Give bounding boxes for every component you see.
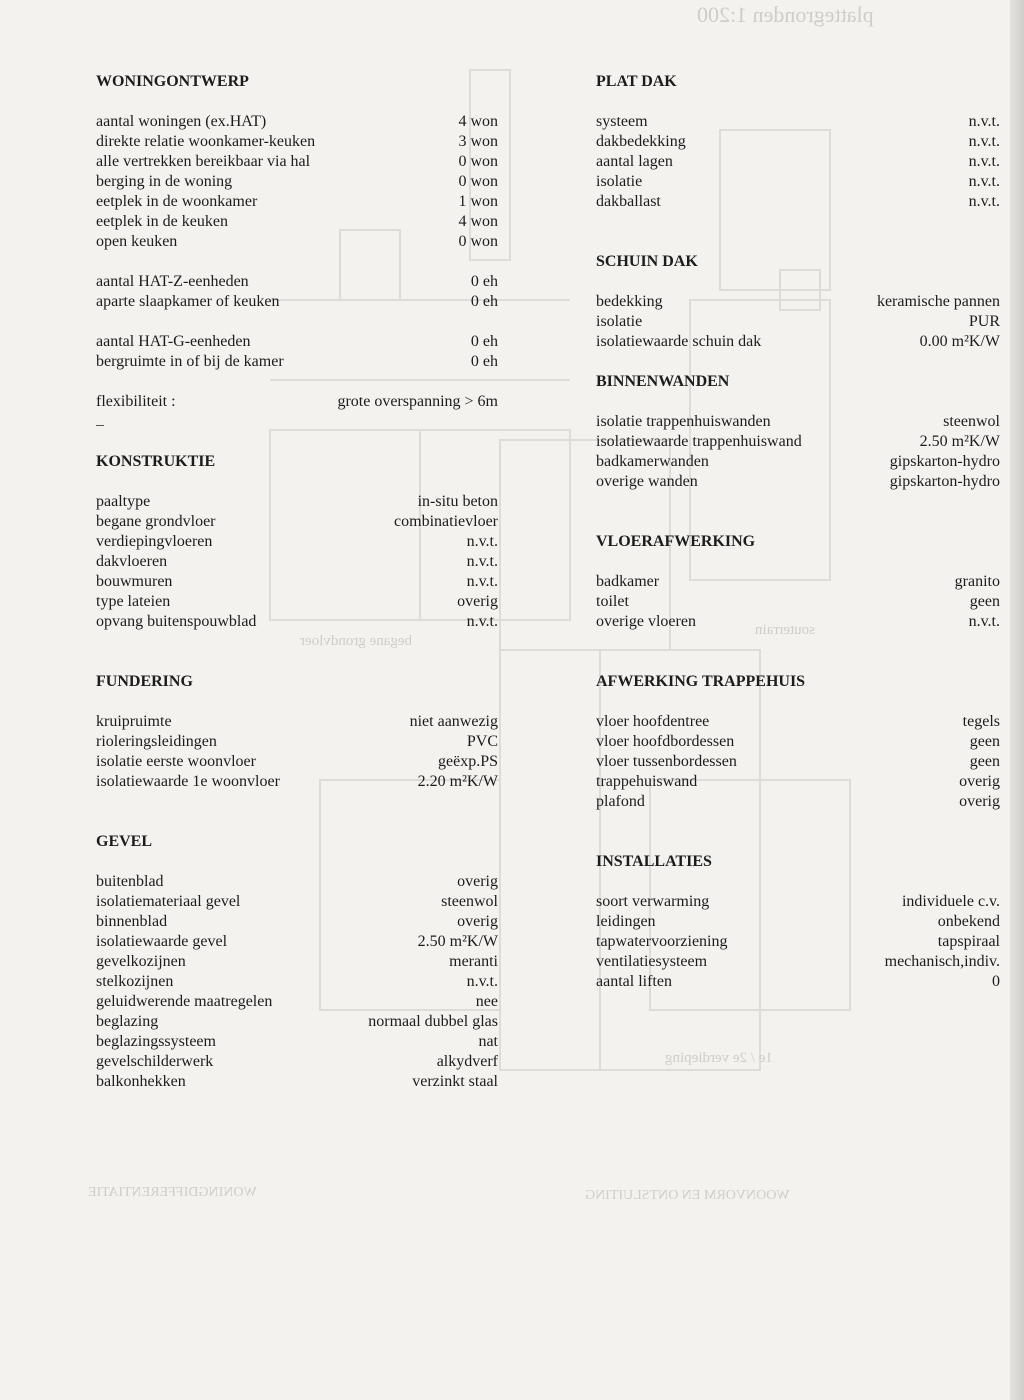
spec-label: plafond <box>596 793 645 810</box>
spec-label: balkonhekken <box>96 1073 186 1090</box>
spec-row <box>96 1052 498 1072</box>
spec-value: 3 won <box>458 133 498 150</box>
spec-row <box>96 932 498 952</box>
spec-row <box>96 232 498 252</box>
spec-value: keramische pannen <box>876 293 1000 310</box>
section-title-installaties: INSTALLATIES <box>596 853 712 870</box>
section-title-gevel: GEVEL <box>96 833 153 850</box>
spec-value: overig <box>959 773 1000 790</box>
spec-value: 0 <box>992 973 1000 990</box>
spec-row <box>596 752 1000 772</box>
ghost-label-verdieping: 1e / 2e verdieping <box>665 1050 773 1066</box>
spec-label: rioleringsleidingen <box>96 733 217 750</box>
spec-row <box>596 292 1000 312</box>
spec-value: combinatievloer <box>394 513 498 530</box>
spec-value: PVC <box>466 733 498 750</box>
spec-row <box>96 332 498 352</box>
spec-label: type lateien <box>96 593 171 610</box>
spec-value: 0.00 m²K/W <box>919 333 1000 350</box>
flexibility-value: grote overspanning > 6m <box>337 393 498 410</box>
section-plat-dak <box>596 72 1000 252</box>
spec-row <box>96 952 498 972</box>
section-konstruktie <box>96 452 498 672</box>
spec-value: in-situ beton <box>417 493 498 510</box>
spec-row <box>96 912 498 932</box>
spec-label: kruipruimte <box>96 713 172 730</box>
spec-value: individuele c.v. <box>901 893 1000 910</box>
spec-label: bergruimte in of bij de kamer <box>96 353 284 370</box>
spec-row <box>96 712 498 732</box>
spec-label: trappehuiswand <box>596 773 698 790</box>
spec-value: niet aanwezig <box>409 713 498 730</box>
spec-value: n.v.t. <box>466 553 498 570</box>
spec-value: 0 eh <box>470 353 498 370</box>
spec-label: paaltype <box>96 493 151 510</box>
section-title-fundering: FUNDERING <box>96 673 193 690</box>
spec-value: geen <box>969 733 1000 750</box>
section-title-plat-dak: PLAT DAK <box>596 73 677 90</box>
spec-value: 2.20 m²K/W <box>417 773 498 790</box>
spec-label: aantal liften <box>596 973 672 990</box>
section-binnenwanden <box>596 372 1000 532</box>
section-title-afwerking-trappehuis: AFWERKING TRAPPEHUIS <box>596 673 806 690</box>
right-column <box>596 72 1000 992</box>
spec-row <box>96 272 498 292</box>
spec-value: mechanisch,indiv. <box>884 953 1000 970</box>
spec-row <box>596 612 1000 632</box>
spec-value: 0 eh <box>470 333 498 350</box>
spec-label: binnenblad <box>96 913 168 930</box>
spec-row <box>96 492 498 512</box>
spec-value: overig <box>959 793 1000 810</box>
spec-label: vloer hoofdentree <box>596 713 710 730</box>
page-edge-shadow <box>1010 0 1024 1400</box>
spec-row <box>96 1032 498 1052</box>
spec-row <box>596 952 1000 972</box>
spec-label: geluidwerende maatregelen <box>96 993 273 1010</box>
spec-label: buitenblad <box>96 873 164 890</box>
spec-label: stelkozijnen <box>96 973 174 990</box>
spec-row <box>596 172 1000 192</box>
section-gevel <box>96 832 498 1092</box>
spec-value: 0 won <box>458 173 498 190</box>
spec-label: vloer tussenbordessen <box>596 753 737 770</box>
spec-row <box>96 592 498 612</box>
spec-label: opvang buitenspouwblad <box>96 613 257 630</box>
spec-label: isolatie <box>596 173 643 190</box>
ghost-label-souterrain: souterrain <box>755 622 815 638</box>
ghost-label-begane-grond: begane grondvloer <box>300 633 413 649</box>
spec-row <box>596 572 1000 592</box>
ghost-header: plattegronden 1:200 <box>697 2 874 27</box>
spec-value: 4 won <box>458 213 498 230</box>
section-installaties <box>596 852 1000 992</box>
spec-value: alkydverf <box>436 1053 498 1070</box>
spec-value: n.v.t. <box>968 613 1000 630</box>
spec-value: steenwol <box>441 893 498 910</box>
spec-value: steenwol <box>943 413 1000 430</box>
spec-value: 0 won <box>458 233 498 250</box>
spec-label: isolatie trappenhuiswanden <box>596 413 771 430</box>
spec-label: systeem <box>596 113 648 130</box>
section-title-binnenwanden: BINNENWANDEN <box>596 373 730 390</box>
spec-label: vloer hoofdbordessen <box>596 733 735 750</box>
spec-row <box>596 972 1000 992</box>
section-afwerking-trappehuis <box>596 672 1000 852</box>
spec-value: meranti <box>449 953 498 970</box>
spec-value: n.v.t. <box>968 193 1000 210</box>
spec-label: gevelschilderwerk <box>96 1053 214 1070</box>
spec-row <box>96 972 498 992</box>
spec-row <box>96 752 498 772</box>
spec-label: isolatiewaarde trappenhuiswand <box>596 433 802 450</box>
spec-value: 1 won <box>458 193 498 210</box>
spec-label: isolatiewaarde gevel <box>96 933 228 950</box>
spec-value: 0 won <box>458 153 498 170</box>
spec-label: aantal HAT-G-eenheden <box>96 333 251 350</box>
spec-value: nee <box>475 993 498 1010</box>
flexibility-label: flexibiliteit : <box>96 393 176 410</box>
spec-label: isolatiemateriaal gevel <box>96 893 241 910</box>
spec-label: eetplek in de keuken <box>96 213 228 230</box>
spec-value: verzinkt staal <box>412 1073 498 1090</box>
spec-value: granito <box>954 573 1000 590</box>
spec-label: aantal lagen <box>596 153 673 170</box>
spec-value: 2.50 m²K/W <box>919 433 1000 450</box>
spec-label: leidingen <box>596 913 656 930</box>
spec-value: 0 eh <box>470 273 498 290</box>
spec-value: 0 eh <box>470 293 498 310</box>
spec-label: beglazingssysteem <box>96 1033 216 1050</box>
spec-value: nat <box>478 1033 498 1050</box>
spec-row <box>96 572 498 592</box>
spec-label: dakbedekking <box>596 133 686 150</box>
spec-label: overige wanden <box>596 473 698 490</box>
spec-value: gipskarton-hydro <box>889 473 1000 490</box>
spec-value: tegels <box>962 713 1000 730</box>
spec-row <box>596 912 1000 932</box>
spec-value: onbekend <box>937 913 1000 930</box>
spec-label: isolatie <box>596 313 643 330</box>
spec-row <box>596 152 1000 172</box>
section-schuin-dak <box>596 252 1000 372</box>
flexibility-row <box>96 392 498 412</box>
spec-value: overig <box>457 873 498 890</box>
spec-value: normaal dubbel glas <box>368 1013 498 1030</box>
spec-row <box>96 892 498 912</box>
spec-row <box>96 532 498 552</box>
spec-label: dakballast <box>596 193 661 210</box>
spec-value: 2.50 m²K/W <box>417 933 498 950</box>
spec-row <box>96 1072 498 1092</box>
spec-label: tapwatervoorziening <box>596 933 728 950</box>
section-title-woningontwerp: WONINGONTWERP <box>96 73 249 90</box>
spec-label: aantal HAT-Z-eenheden <box>96 273 249 290</box>
spec-value: n.v.t. <box>466 533 498 550</box>
spec-label: dakvloeren <box>96 553 168 570</box>
spec-value: n.v.t. <box>466 573 498 590</box>
spec-row <box>596 332 1000 352</box>
section-fundering <box>96 672 498 832</box>
spec-row <box>96 212 498 232</box>
spec-row <box>596 432 1000 452</box>
spec-label: bouwmuren <box>96 573 173 590</box>
spec-row <box>596 112 1000 132</box>
spec-value: geen <box>969 593 1000 610</box>
spec-row <box>596 772 1000 792</box>
spec-row <box>96 152 498 172</box>
spec-label: isolatiewaarde schuin dak <box>596 333 762 350</box>
spec-value: n.v.t. <box>466 613 498 630</box>
spec-row <box>596 312 1000 332</box>
section-woningontwerp <box>96 72 498 452</box>
spec-label: badkamerwanden <box>596 453 709 470</box>
spec-label: aparte slaapkamer of keuken <box>96 293 280 310</box>
spec-row <box>96 292 498 312</box>
spec-row <box>96 512 498 532</box>
spec-label: begane grondvloer <box>96 513 216 530</box>
section-title-konstruktie: KONSTRUKTIE <box>96 453 216 470</box>
spec-value: overig <box>457 593 498 610</box>
spec-row <box>596 712 1000 732</box>
spec-label: gevelkozijnen <box>96 953 186 970</box>
spec-row <box>96 612 498 632</box>
spec-row <box>596 592 1000 612</box>
spec-label: soort verwarming <box>596 893 710 910</box>
spec-row <box>596 132 1000 152</box>
spec-row <box>96 1012 498 1032</box>
spec-value: geëxp.PS <box>438 753 498 770</box>
spec-value: overig <box>457 913 498 930</box>
spec-row <box>96 772 498 792</box>
spec-row <box>96 552 498 572</box>
spec-row <box>596 932 1000 952</box>
spec-value: geen <box>969 753 1000 770</box>
stray-mark <box>96 425 104 426</box>
spec-value: gipskarton-hydro <box>889 453 1000 470</box>
spec-value: tapspiraal <box>937 933 1000 950</box>
spec-row <box>596 412 1000 432</box>
spec-label: aantal woningen (ex.HAT) <box>96 113 267 130</box>
spec-label: ventilatiesysteem <box>596 953 708 970</box>
spec-label: direkte relatie woonkamer-keuken <box>96 133 316 150</box>
spec-row <box>96 732 498 752</box>
spec-label: berging in de woning <box>96 173 233 190</box>
ghost-heading-left: WONINGDIFFERENTIATIE <box>88 1185 257 1200</box>
spec-label: eetplek in de woonkamer <box>96 193 258 210</box>
spec-value: PUR <box>968 313 1000 330</box>
spec-value: n.v.t. <box>968 133 1000 150</box>
spec-row <box>596 192 1000 212</box>
spec-row <box>96 352 498 372</box>
spec-label: toilet <box>596 593 629 610</box>
spec-value: n.v.t. <box>968 113 1000 130</box>
section-title-schuin-dak: SCHUIN DAK <box>596 253 698 270</box>
spec-label: badkamer <box>596 573 660 590</box>
spec-row <box>596 892 1000 912</box>
spec-label: alle vertrekken bereikbaar via hal <box>96 153 311 170</box>
spec-row <box>596 732 1000 752</box>
spec-row <box>596 792 1000 812</box>
spec-row <box>96 872 498 892</box>
left-column <box>96 72 498 1092</box>
section-title-vloerafwerking: VLOERAFWERKING <box>596 533 756 550</box>
spec-row <box>96 132 498 152</box>
spec-label: verdiepingvloeren <box>96 533 213 550</box>
spec-row <box>96 172 498 192</box>
spec-row <box>96 992 498 1012</box>
spec-row <box>596 452 1000 472</box>
section-vloerafwerking <box>596 532 1000 672</box>
spec-label: open keuken <box>96 233 178 250</box>
spec-value: n.v.t. <box>968 153 1000 170</box>
spec-value: n.v.t. <box>968 173 1000 190</box>
spec-value: 4 won <box>458 113 498 130</box>
spec-row <box>596 472 1000 492</box>
spec-label: isolatiewaarde 1e woonvloer <box>96 773 280 790</box>
ghost-heading-right: WOONVORM EN ONTSLUITING <box>585 1188 790 1203</box>
spec-row <box>96 192 498 212</box>
spec-label: beglazing <box>96 1013 159 1030</box>
spec-row <box>96 112 498 132</box>
spec-label: isolatie eerste woonvloer <box>96 753 256 770</box>
spec-label: overige vloeren <box>596 613 696 630</box>
spec-value: n.v.t. <box>466 973 498 990</box>
spec-label: bedekking <box>596 293 663 310</box>
